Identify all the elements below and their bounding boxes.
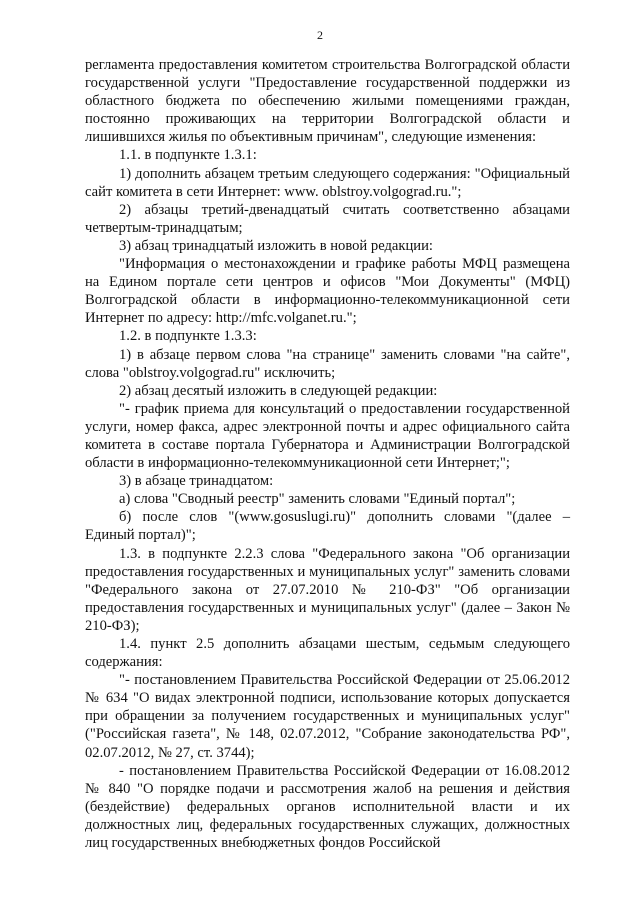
page-number: 2 (317, 28, 323, 42)
paragraph: 3) в абзаце тринадцатом: (119, 473, 274, 490)
paragraph: 1.3. в подпункте 2.2.3 слова "Федерального закона "Об организации предоставления государственных и муниципальных услуг" заменить словами "Федерального закона от 27.07.2010 № 210-ФЗ" "Об организации предоставления государственных и муниципальных услуг" (далее – Закон № 210-ФЗ); (85, 545, 570, 634)
paragraph: "- постановлением Правительства Российской Федерации от 25.06.2012 № 634 "О видах электронной подписи, использование которых допускается при обращении за получением государственных и муниципальных услуг" ("Российская газета", № 148, 02.07.2012, "Собрание законодательства РФ", 02.07.2012, № 27, ст. 3744); (85, 672, 570, 761)
paragraph: а) слова "Сводный реестр" заменить словами "Единый портал"; (119, 491, 516, 508)
paragraph: 1.2. в подпункте 1.3.3: (119, 328, 257, 345)
paragraph: б) после слов "(www.gosuslugi.ru)" дополнить словами "(далее – Единый портал)"; (85, 509, 570, 544)
paragraph: 2) абзацы третий-двенадцатый считать соответственно абзацами четвертым-тринадцатым; (85, 201, 570, 236)
paragraph: 1.1. в подпункте 1.3.1: (119, 147, 257, 164)
paragraph: "- график приема для консультаций о предоставлении государственной услуги, номер факса, адрес электронной почты и адрес официального сайта комитета в составе портала Губернатора и Администрации Волгоградской области в информационно-телекоммуникационной сети Интернет;"; (85, 400, 570, 472)
paragraph: "Информация о местонахождении и графике работы МФЦ размещена на Едином портале сети центров и офисов "Мои Документы" (МФЦ) Волгоградской области в информационно-телекоммуникационной сети Интернет по адресу: http://mfc.volganet.ru."; (85, 256, 570, 327)
paragraph: 2) абзац десятый изложить в следующей редакции: (119, 382, 438, 399)
paragraph: 1.4. пункт 2.5 дополнить абзацами шестым, седьмым следующего содержания: (85, 636, 570, 671)
paragraph: 1) в абзаце первом слова "на странице" заменить словами "на сайте", слова "oblstroy.volgograd.ru" исключить; (85, 346, 570, 381)
document-body (85, 56, 570, 852)
paragraph: 1) дополнить абзацем третьим следующего содержания: "Официальный сайт комитета в сети Интернет: www. oblstroy.volgograd.ru."; (85, 165, 570, 200)
paragraph: регламента предоставления комитетом строительства Волгоградской области государственной услуги "Предоставление государственной поддержки из областного бюджета по обеспечению жилыми помещениями граждан, постоянно проживающих на территории Волгоградской области и лишившихся жилья по объективным причинам", следующие изменения: (85, 57, 570, 146)
paragraph: 3) абзац тринадцатый изложить в новой редакции: (119, 237, 433, 254)
paragraph: - постановлением Правительства Российской Федерации от 16.08.2012 № 840 "О порядке подачи и рассмотрения жалоб на решения и действия (бездействие) федеральных органов исполнительной власти и их должностных лиц, федеральных государственных служащих, должностных лиц государственных внебюджетных фондов Российской (85, 762, 570, 852)
